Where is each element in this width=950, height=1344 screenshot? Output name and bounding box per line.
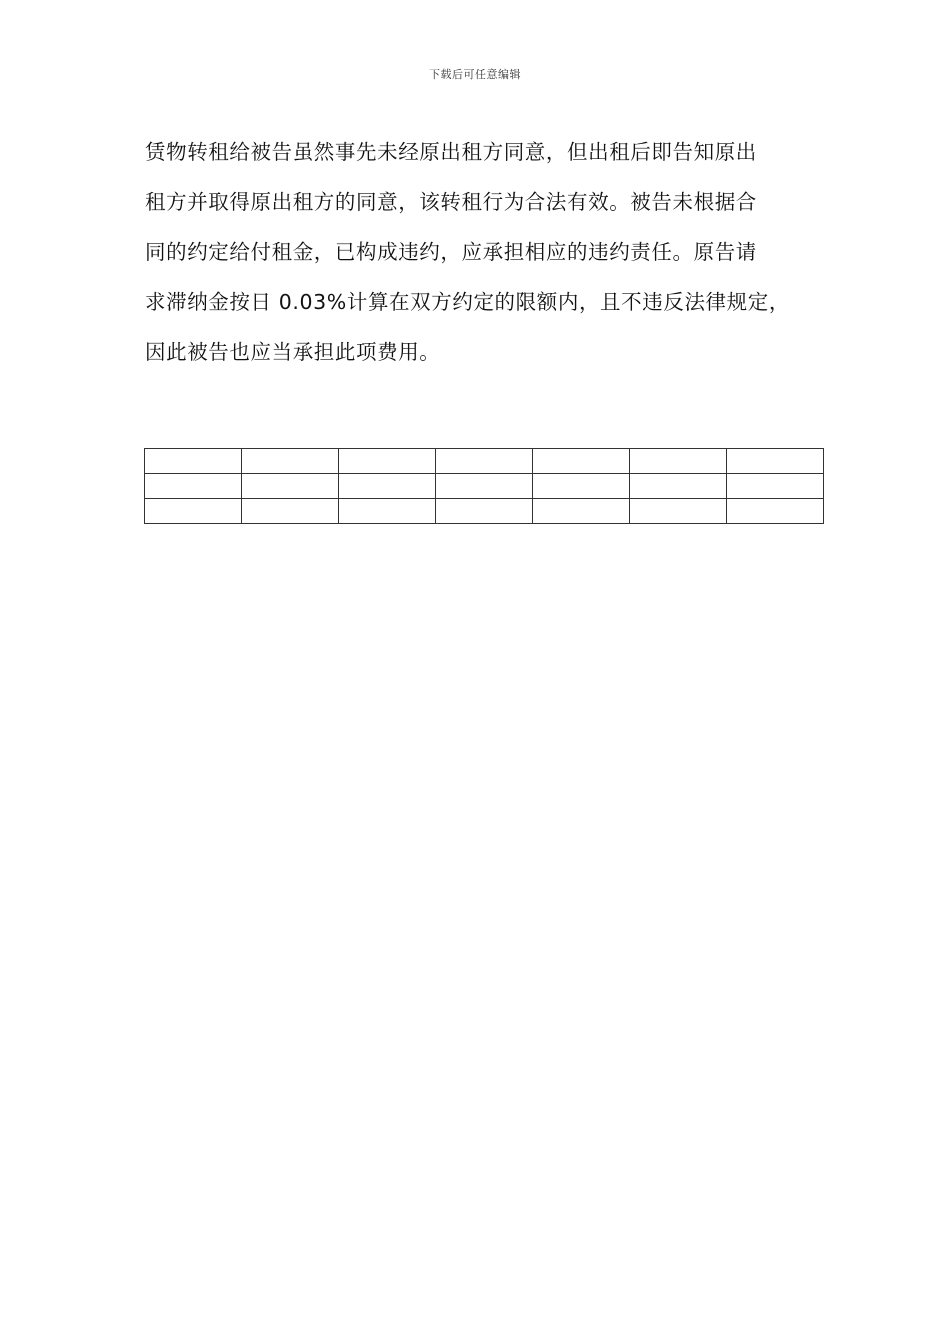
table-cell	[339, 499, 436, 524]
table-cell	[242, 474, 339, 499]
table-row	[145, 499, 824, 524]
table-cell	[727, 474, 824, 499]
table-cell	[339, 449, 436, 474]
table-cell	[436, 499, 533, 524]
table-cell	[339, 474, 436, 499]
table-row	[145, 474, 824, 499]
table-cell	[630, 474, 727, 499]
table-cell	[145, 449, 242, 474]
table-cell	[242, 449, 339, 474]
table-cell	[630, 449, 727, 474]
body-paragraph	[145, 132, 835, 382]
table-cell	[436, 474, 533, 499]
table-cell	[145, 474, 242, 499]
table-cell	[533, 499, 630, 524]
page-header-note: 下载后可任意编辑	[429, 68, 521, 81]
table-cell	[533, 474, 630, 499]
table-row	[145, 449, 824, 474]
table-cell	[145, 499, 242, 524]
paragraph-line: 因此被告也应当承担此项费用。	[145, 340, 441, 364]
empty-table	[144, 448, 824, 524]
table-cell	[727, 449, 824, 474]
table-cell	[242, 499, 339, 524]
paragraph-line: 租方并取得原出租方的同意，该转租行为合法有效。被告未根据合	[145, 190, 757, 214]
paragraph-line: 赁物转租给被告虽然事先未经原出租方同意，但出租后即告知原出	[145, 140, 757, 164]
paragraph-line: 同的约定给付租金，已构成违约，应承担相应的违约责任。原告请	[145, 240, 757, 264]
table-cell	[533, 449, 630, 474]
table-cell	[630, 499, 727, 524]
table-cell	[727, 499, 824, 524]
table-body	[145, 449, 824, 524]
paragraph-line: 求滞纳金按日 0.03%计算在双方约定的限额内，且不违反法律规定，	[145, 290, 790, 314]
table-cell	[436, 449, 533, 474]
